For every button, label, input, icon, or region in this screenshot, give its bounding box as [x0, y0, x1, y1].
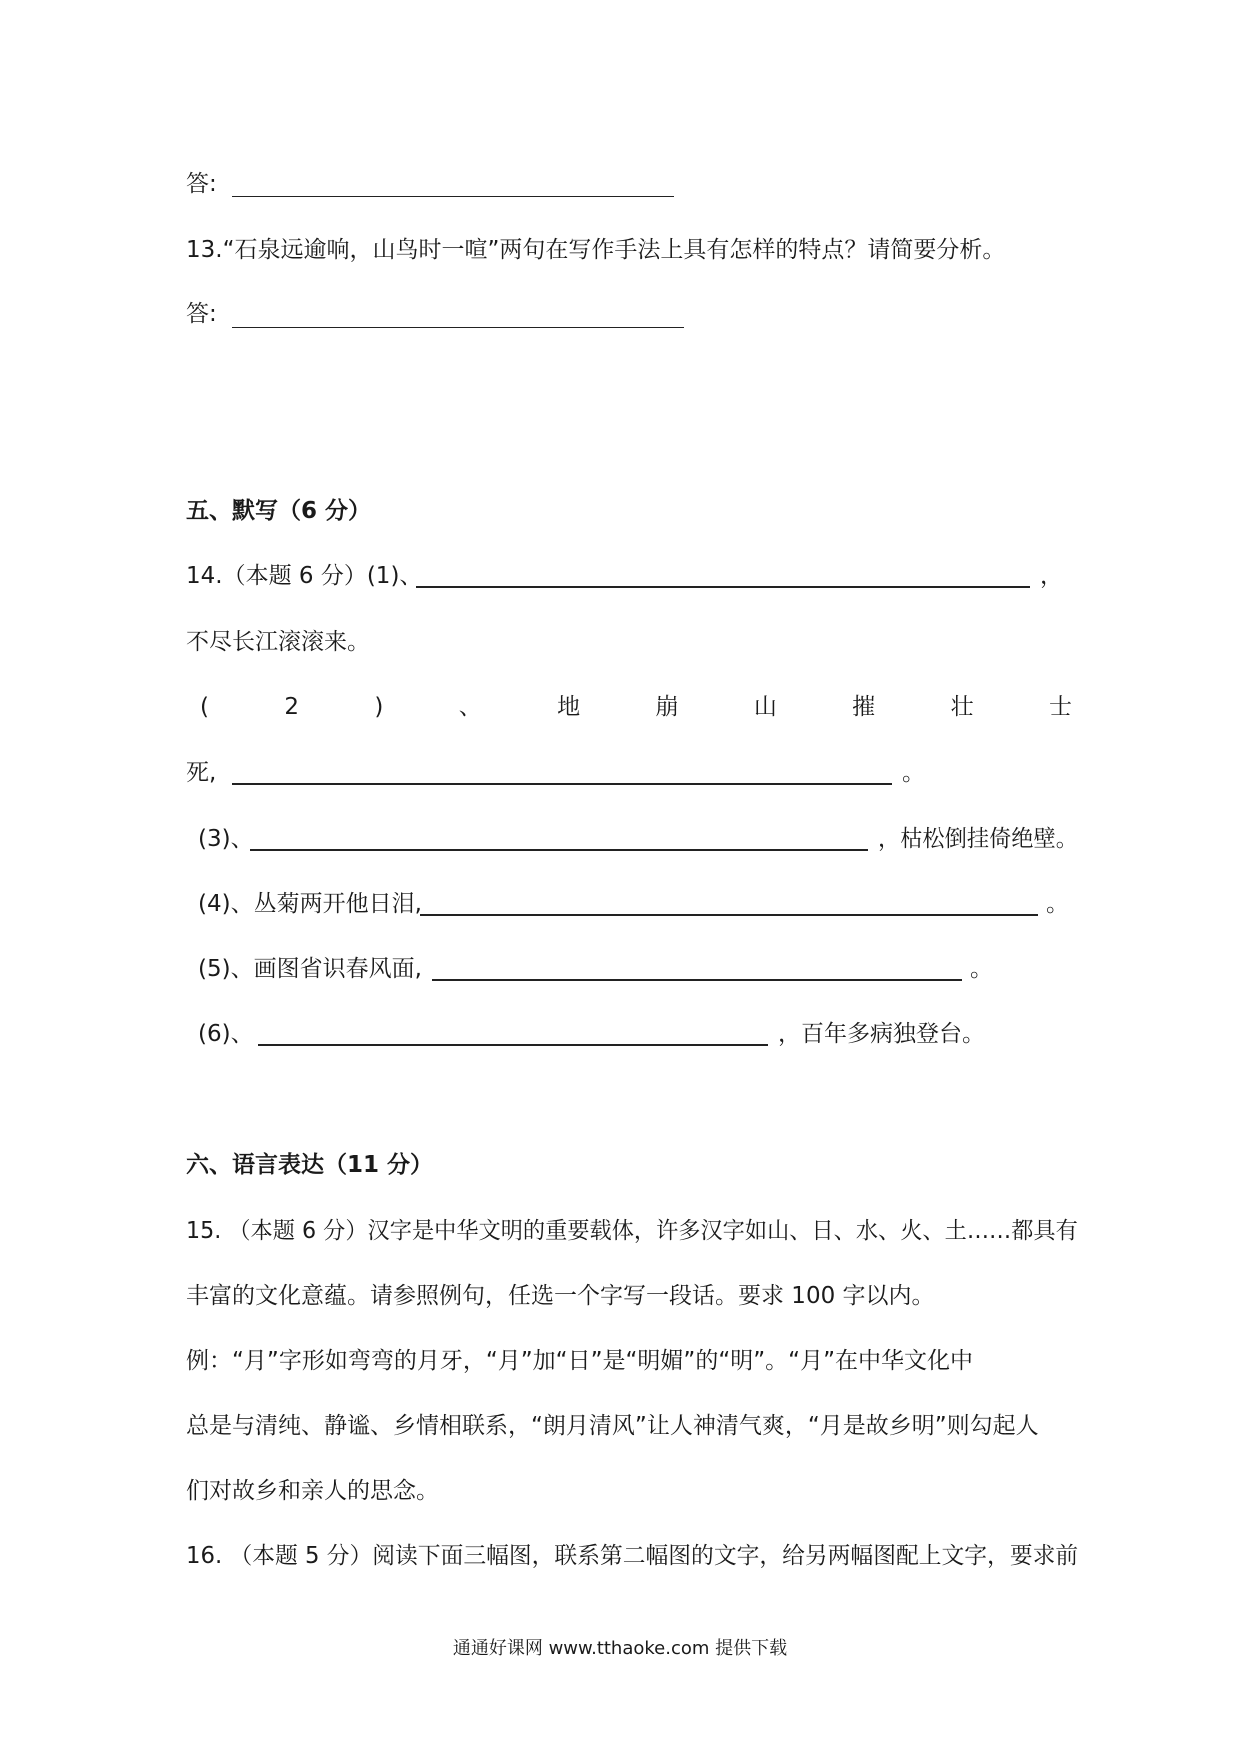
punctuation: 。 — [970, 956, 993, 982]
poem-line: ，百年多病独登台。 — [778, 1021, 985, 1047]
spread-char: 2 — [284, 694, 299, 720]
spread-char: ) — [374, 694, 384, 720]
question-15-line: 总是与清纯、静谧、乡情相联系，“朗月清风”让人神清气爽，“月是故乡明”则勾起人 — [186, 1413, 1039, 1439]
poem-line: ，枯松倒挂倚绝壁。 — [878, 826, 1078, 852]
poem-line: 不尽长江滚滚来。 — [186, 629, 370, 655]
answer-label: 答: — [186, 171, 217, 197]
item-prefix: (4)、丛菊两开他日泪, — [198, 891, 422, 917]
answer-blank[interactable] — [232, 327, 684, 328]
poem-line: 死, — [186, 760, 217, 786]
section-heading: 六、语言表达（11 分） — [186, 1152, 434, 1178]
spread-char: 地 — [557, 694, 581, 720]
punctuation: ， — [1040, 563, 1063, 589]
fill-blank-2[interactable] — [232, 783, 892, 785]
answer-blank[interactable] — [232, 196, 674, 197]
question-15-line: 丰富的文化意蕴。请参照例句，任选一个字写一段话。要求 100 字以内。 — [186, 1283, 935, 1309]
question-16-line: 16. （本题 5 分）阅读下面三幅图，联系第二幅图的文字，给另两幅图配上文字，要求前 — [186, 1543, 1079, 1569]
question-15-line: 们对故乡和亲人的思念。 — [186, 1478, 439, 1504]
fill-blank-4[interactable] — [420, 914, 1038, 916]
punctuation: 。 — [1046, 891, 1069, 917]
page-footer: 通通好课网 www.tthaoke.com 提供下载 — [452, 1638, 788, 1659]
question-15-line: 15. （本题 6 分）汉字是中华文明的重要载体，许多汉字如山、日、水、火、土……都具有 — [186, 1218, 1078, 1244]
spread-char: 壮 — [950, 694, 974, 720]
question-13: 13.“石泉远逾响，山鸟时一喧”两句在写作手法上具有怎样的特点？请简要分析。 — [186, 237, 1006, 263]
spread-char: 崩 — [655, 694, 679, 720]
item-prefix: (5)、画图省识春风面, — [198, 956, 422, 982]
fill-blank-1[interactable] — [416, 586, 1030, 588]
fill-blank-6[interactable] — [258, 1044, 768, 1046]
question-14-prefix: 14.（本题 6 分）(1)、 — [186, 563, 423, 589]
question-15-line: 例：“月”字形如弯弯的月牙，“月”加“日”是“明媚”的“明”。“月”在中华文化中 — [186, 1348, 973, 1374]
spread-char: ( — [200, 694, 209, 720]
item-prefix: (6)、 — [198, 1021, 254, 1047]
punctuation: 。 — [902, 760, 925, 786]
answer-label: 答: — [186, 301, 217, 327]
spread-char: 摧 — [852, 694, 876, 720]
fill-blank-5[interactable] — [432, 979, 962, 981]
fill-blank-3[interactable] — [250, 849, 868, 851]
spread-char: 士 — [1048, 694, 1072, 720]
question-14-item-2 — [200, 696, 1072, 719]
spread-char: 山 — [753, 694, 777, 720]
item-prefix: (3)、 — [198, 826, 254, 852]
spread-char: 、 — [458, 694, 482, 720]
section-heading: 五、默写（6 分） — [186, 498, 372, 524]
